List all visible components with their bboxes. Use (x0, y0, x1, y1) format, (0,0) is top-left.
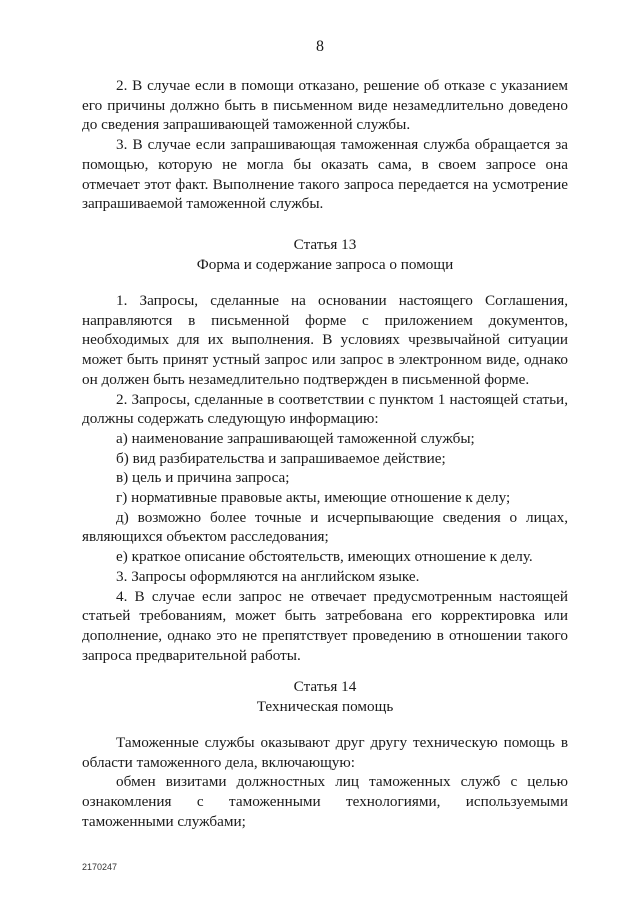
article-13-body (82, 291, 568, 665)
article-14-body (82, 733, 568, 832)
list-item: в) цель и причина запроса; (116, 469, 290, 487)
article-14-paragraph-2: обмен визитами должностных лиц таможенных служб с целью ознакомления с таможенными технологиями, используемыми таможенными службами; (82, 773, 568, 830)
list-item: б) вид разбирательства и запрашиваемое действие; (116, 449, 446, 467)
paragraph-refusal: 2. В случае если в помощи отказано, решение об отказе с указанием его причины должно быть в письменном виде незамедлительно доведено до сведения запрашивающей таможенной службы. (82, 77, 568, 134)
article-14-subtitle: Техническая помощь (256, 697, 394, 715)
article-13-paragraph-2: 2. Запросы, сделанные в соответствии с пунктом 1 настоящей статьи, должны содержать следующую информацию: (82, 390, 568, 428)
article-13-heading (82, 235, 568, 274)
article-14-paragraph-1: Таможенные службы оказывают друг другу техническую помощь в области таможенного дела, включающую: (82, 734, 568, 771)
article-13-subtitle: Форма и содержание запроса о помощи (196, 255, 454, 273)
section-top (82, 76, 568, 214)
article-13-paragraph-4: 4. В случае если запрос не отвечает предусмотренным настоящей статьей требованиям, может быть затребована его корректировка или дополнение, однако это не препятствует проведению в отношении такого запроса предварительной работы. (82, 587, 568, 664)
article-14-heading (82, 677, 568, 716)
list-item: г) нормативные правовые акты, имеющие отношение к делу; (116, 489, 511, 507)
article-13-paragraph-1: 1. Запросы, сделанные на основании настоящего Соглашения, направляются в письменной форме с приложением документов, необходимых для их выполнения. В условиях чрезвычайной ситуации может быть принят устный запрос или запрос в электронном виде, однако он должен быть незамедлительно подтвержден в письменной форме. (82, 292, 568, 388)
article-13-title: Статья 13 (293, 236, 357, 253)
list-item: д) возможно более точные и исчерпывающие сведения о лицах, являющихся объектом расследования; (82, 508, 568, 546)
paragraph-request-not-reciprocal: 3. В случае если запрашивающая таможенная служба обращается за помощью, которую не могла бы оказать сама, в своем запросе она отмечает этот факт. Выполнение такого запроса передается на усмотрение запрашиваемой таможенной службы. (82, 136, 568, 213)
list-item: а) наименование запрашивающей таможенной службы; (116, 429, 475, 447)
document-code: 2170247 (82, 862, 118, 872)
list-item: е) краткое описание обстоятельств, имеющих отношение к делу. (116, 548, 533, 566)
page-number: 8 (316, 38, 324, 55)
article-13-paragraph-3: 3. Запросы оформляются на английском языке. (116, 567, 420, 585)
article-14-title: Статья 14 (293, 678, 357, 695)
